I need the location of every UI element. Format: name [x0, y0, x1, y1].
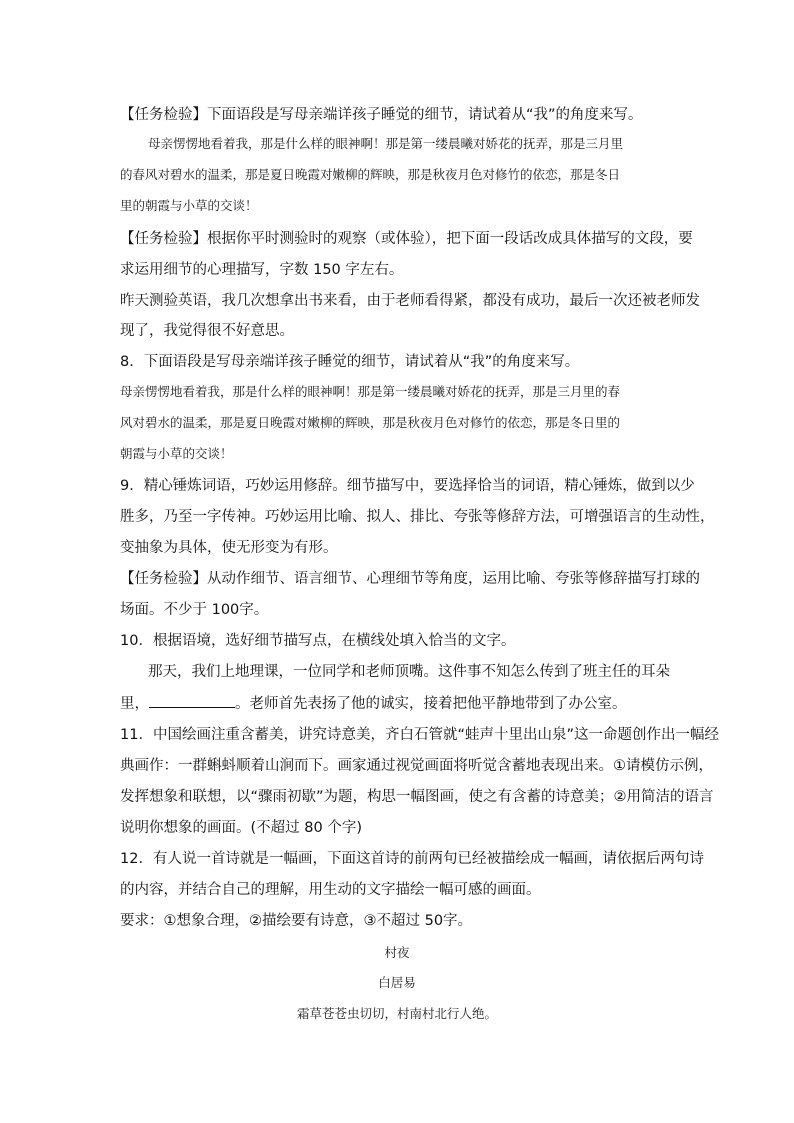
paragraph-line: 变抽象为具体，使无形变为有形。	[120, 540, 338, 556]
paragraph-line: 的内容，并结合自己的理解，用生动的文字描绘一幅可感的画面。	[120, 882, 541, 898]
question-12: 12．有人说一首诗就是一幅画，下面这首诗的前两句已经被描绘成一幅画，请依据后两句诗	[120, 851, 704, 867]
poem-author: 白居易	[378, 975, 416, 990]
question-11: 11．中国绘画注重含蓄美，讲究诗意美，齐白石管就“蛙声十里出山泉”这一命题创作出一幅经	[120, 727, 719, 743]
line-end: 。老师首先表扬了他的诚实，接着把他平静地带到了办公室。	[235, 696, 627, 712]
poem-title: 村夜	[384, 945, 410, 960]
paragraph-line: 现了，我觉得很不好意思。	[120, 323, 294, 339]
paragraph-line: 求运用细节的心理描写，字数 150 字左右。	[120, 262, 404, 278]
paragraph-line: 说明你想象的画面。(不超过 80 个字)	[120, 820, 362, 836]
paragraph-line: 昨天测验英语，我几次想拿出书来看，由于老师看得紧，都没有成功，最后一次还被老师发	[120, 293, 700, 309]
task-check-1: 【任务检验】下面语段是写母亲端详孩子睡觉的细节，请试着从“我”的角度来写。	[120, 107, 643, 123]
question-10: 10．根据语境，选好细节描写点，在横线处填入恰当的文字。	[120, 633, 516, 649]
line-start: 里，	[120, 696, 149, 712]
quote-line: 风对碧水的温柔，那是夏日晚霞对嫩柳的辉映，那是秋夜月色对修竹的依恋，那是冬日里的	[120, 415, 621, 430]
quote-line: 的春风对碧水的温柔，那是夏日晚霞对嫩柳的辉映，那是秋夜月色对修竹的依恋，那是冬日	[120, 167, 621, 182]
paragraph-line: 典画作：一群蝌蚪顺着山涧而下。画家通过视觉画面将听觉含蓄地表现出来。①请模仿示例，	[120, 758, 713, 774]
fill-blank-line	[120, 693, 627, 714]
quote-line: 母亲愣愣地看着我，那是什么样的眼神啊！那是第一缕晨曦对娇花的抚弄，那是三月里	[148, 136, 624, 151]
paragraph-line: 胜多，乃至一字传神。巧妙运用比喻、拟人、排比、夸张等修辞方法，可增强语言的生动性，	[120, 509, 715, 525]
question-8: 8．下面语段是写母亲端详孩子睡觉的细节，请试着从“我”的角度来写。	[120, 354, 580, 370]
paragraph-line: 发挥想象和联想，以“骤雨初歇”为题，构思一幅图画，使之有含蓄的诗意美；②用简洁的语言	[120, 789, 714, 805]
task-check-2: 【任务检验】根据你平时测验时的观察（或体验），把下面一段话改成具体描写的文段，要	[120, 231, 693, 247]
task-check-3: 【任务检验】从动作细节、语言细节、心理细节等角度，运用比喻、夸张等修辞描写打球的	[120, 571, 700, 587]
paragraph-line: 场面。不少于 100字。	[120, 602, 269, 618]
quote-line: 里的朝霞与小草的交谈！	[120, 198, 258, 213]
poem-line: 霜草苍苍虫切切，村南村北行人绝。	[296, 1006, 497, 1021]
quote-line: 朝霞与小草的交谈！	[120, 446, 233, 461]
question-9: 9．精心锤炼词语，巧妙运用修辞。细节描写中，要选择恰当的词语，精心锤炼，做到以少	[120, 478, 695, 494]
quote-line: 母亲愣愣地看着我，那是什么样的眼神啊！那是第一缕晨曦对娇花的抚弄，那是三月里的春	[120, 384, 621, 399]
paragraph-line: 那天，我们上地理课，一位同学和老师顶嘴。这件事不知怎么传到了班主任的耳朵	[148, 664, 670, 680]
answer-blank[interactable]	[149, 693, 235, 708]
requirements: 要求：①想象合理，②描绘要有诗意，③不超过 50字。	[120, 913, 473, 929]
